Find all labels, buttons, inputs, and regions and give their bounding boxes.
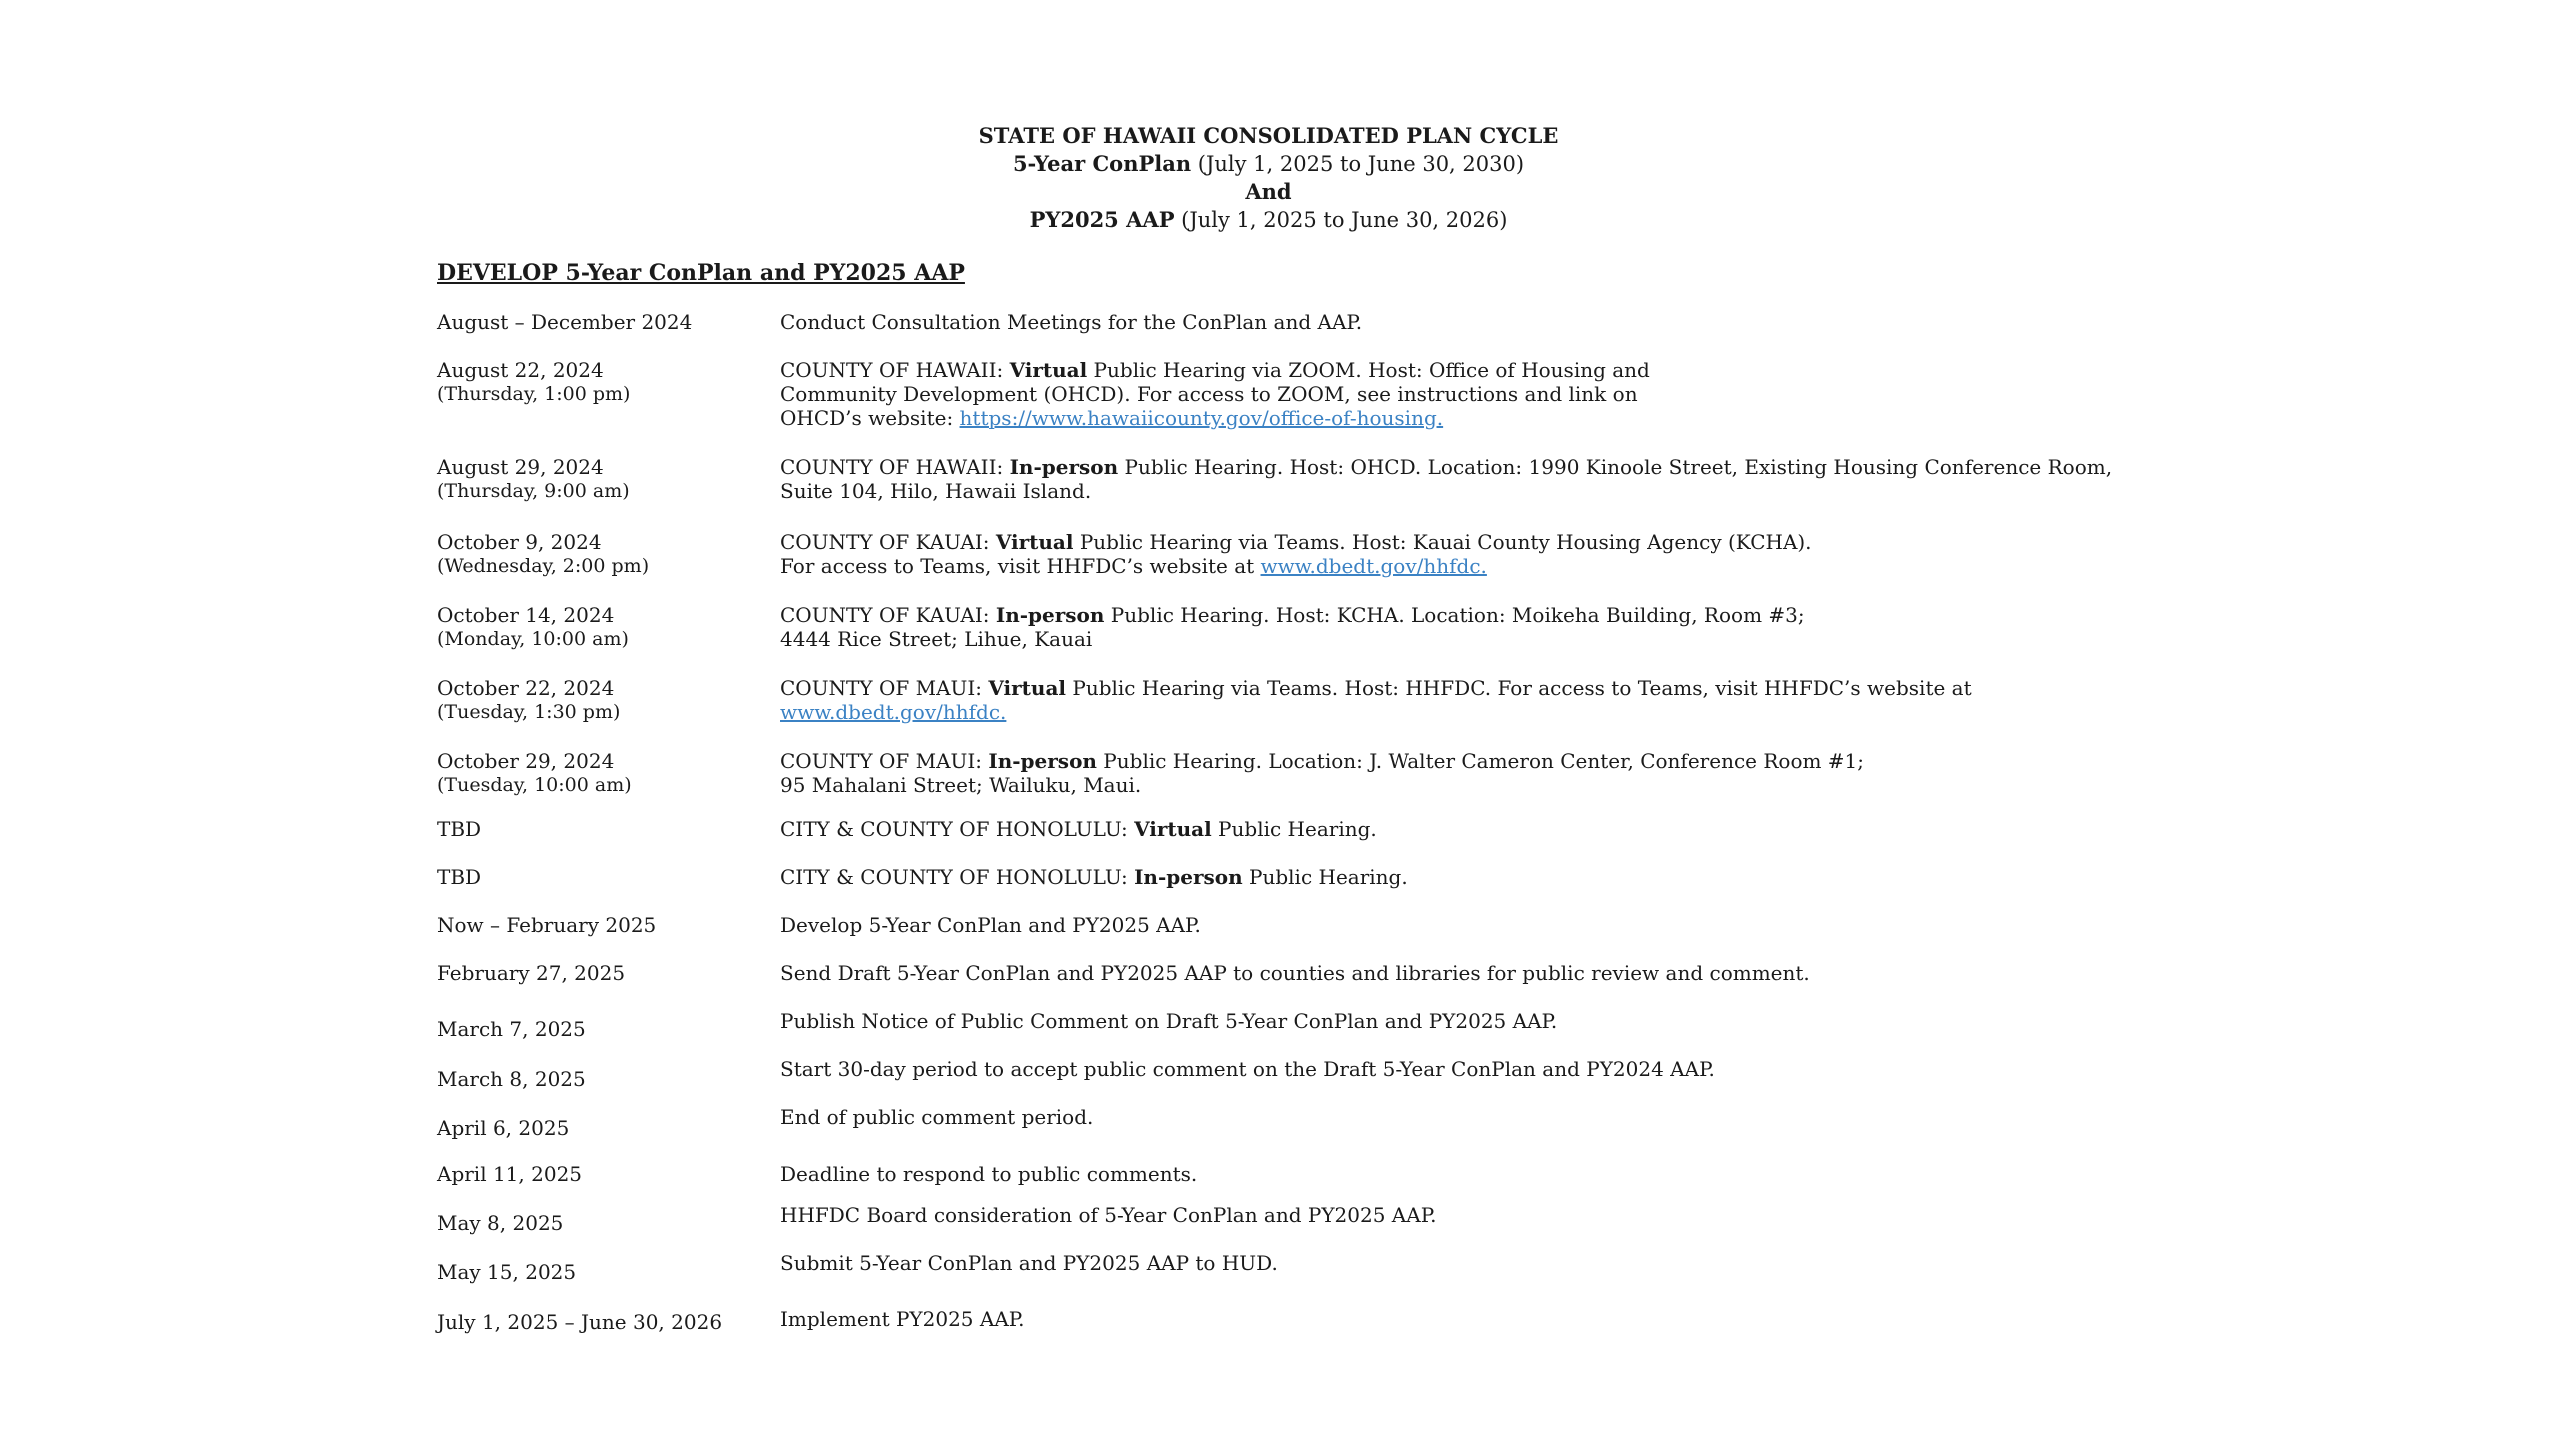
row-date-main: TBD xyxy=(437,817,482,841)
document-header xyxy=(437,122,2100,234)
row-description-text: Public Hearing. Host: KCHA. Location: Moikeha Building, Room #3; xyxy=(1104,603,1805,627)
row-description xyxy=(780,961,2100,985)
header-conplan-line xyxy=(437,150,2100,178)
row-description-text: HHFDC Board consideration of 5-Year ConPlan and PY2025 AAP. xyxy=(780,1203,1437,1227)
row-description-text: Send Draft 5-Year ConPlan and PY2025 AAP to counties and libraries for public review and comment. xyxy=(780,961,1810,985)
row-description xyxy=(780,455,2113,503)
row-date xyxy=(437,1211,767,1235)
row-date-main: TBD xyxy=(437,865,482,889)
row-date xyxy=(437,1017,767,1041)
row-date-main: August 29, 2024 xyxy=(437,455,604,479)
row-date xyxy=(437,603,767,651)
county-label: COUNTY OF HAWAII: xyxy=(780,358,1010,382)
hearing-type: Virtual xyxy=(1009,358,1088,382)
row-description-line xyxy=(780,406,2100,430)
county-label: CITY & COUNTY OF HONOLULU: xyxy=(780,817,1135,841)
row-description xyxy=(780,310,2100,334)
row-date xyxy=(437,1310,767,1334)
row-description xyxy=(780,1057,2100,1081)
row-date xyxy=(437,913,767,937)
header-conplan-dates: (July 1, 2025 to June 30, 2030) xyxy=(1191,152,1525,176)
row-description-text: For access to Teams, visit HHFDC’s website at xyxy=(780,554,1261,578)
row-date-main: August – December 2024 xyxy=(437,310,693,334)
row-description xyxy=(780,1251,2100,1275)
ohcd-website-link[interactable]: https://www.hawaiicounty.gov/office-of-housing. xyxy=(959,406,1444,430)
hearing-type: Virtual xyxy=(1134,817,1212,841)
row-description xyxy=(780,749,2100,797)
header-title xyxy=(437,122,2100,150)
row-description-line xyxy=(780,865,2100,889)
row-date-sub: (Thursday, 9:00 am) xyxy=(437,480,630,502)
row-date xyxy=(437,865,767,889)
hearing-type: In-person xyxy=(995,603,1105,627)
row-description-text: OHCD’s website: xyxy=(780,406,960,430)
row-description-text: Implement PY2025 AAP. xyxy=(780,1307,1025,1331)
hhfdc-website-link[interactable]: www.dbedt.gov/hhfdc. xyxy=(1260,554,1487,578)
row-description xyxy=(780,1203,2100,1227)
row-date-sub: (Tuesday, 1:30 pm) xyxy=(437,701,621,723)
row-date-sub: (Wednesday, 2:00 pm) xyxy=(437,555,650,577)
row-date xyxy=(437,961,767,985)
row-description-text: Public Hearing. Host: OHCD. Location: 1990 Kinoole Street, Existing Housing Conference Room, xyxy=(1118,455,2113,479)
row-date xyxy=(437,1260,767,1284)
row-date-main: April 6, 2025 xyxy=(437,1116,570,1140)
row-date-main: August 22, 2024 xyxy=(437,358,604,382)
row-description-line xyxy=(780,530,2100,554)
row-description-line xyxy=(780,749,2100,773)
row-description-text: Public Hearing via ZOOM. Host: Office of Housing and xyxy=(1087,358,1650,382)
row-description-line xyxy=(780,700,2100,724)
row-description-line xyxy=(780,455,2113,479)
row-description xyxy=(780,358,2100,430)
county-label: COUNTY OF KAUAI: xyxy=(780,603,996,627)
header-and-text: And xyxy=(1245,179,1292,204)
row-description-line: 95 Mahalani Street; Wailuku, Maui. xyxy=(780,773,1142,797)
row-description xyxy=(780,1009,2100,1033)
row-date-main: May 8, 2025 xyxy=(437,1211,564,1235)
row-date-main: October 9, 2024 xyxy=(437,530,602,554)
row-date xyxy=(437,1116,767,1140)
row-description-line xyxy=(780,358,2100,382)
hearing-type: In-person xyxy=(988,749,1097,773)
row-description-line xyxy=(780,554,2100,578)
row-date xyxy=(437,358,767,406)
row-description-text: Publish Notice of Public Comment on Draft 5-Year ConPlan and PY2025 AAP. xyxy=(780,1009,1558,1033)
row-description xyxy=(780,1307,2100,1331)
row-date-sub: (Thursday, 1:00 pm) xyxy=(437,383,631,405)
row-description xyxy=(780,676,2100,724)
header-conplan-bold: 5-Year ConPlan xyxy=(1012,151,1192,176)
county-label: COUNTY OF KAUAI: xyxy=(780,530,996,554)
row-date xyxy=(437,676,767,724)
row-date-main: October 29, 2024 xyxy=(437,749,615,773)
row-description-text: End of public comment period. xyxy=(780,1105,1094,1129)
row-description-text: Public Hearing. xyxy=(1211,817,1377,841)
row-date-main: July 1, 2025 – June 30, 2026 xyxy=(437,1310,723,1334)
row-date-main: October 22, 2024 xyxy=(437,676,615,700)
row-description xyxy=(780,1105,2100,1129)
row-date-main: October 14, 2024 xyxy=(437,603,615,627)
county-label: COUNTY OF MAUI: xyxy=(780,749,989,773)
header-aap-bold: PY2025 AAP xyxy=(1029,207,1175,232)
row-description-text: Public Hearing. Location: J. Walter Cameron Center, Conference Room #1; xyxy=(1096,749,1865,773)
row-description-line xyxy=(780,603,2100,627)
row-description xyxy=(780,913,2100,937)
row-description-line: Community Development (OHCD). For access to ZOOM, see instructions and link on xyxy=(780,382,1638,406)
row-date xyxy=(437,1162,767,1186)
row-date xyxy=(437,310,767,334)
row-description-line xyxy=(780,676,2100,700)
hearing-type: Virtual xyxy=(988,676,1066,700)
row-description xyxy=(780,865,2100,889)
header-title-text: STATE OF HAWAII CONSOLIDATED PLAN CYCLE xyxy=(978,123,1559,148)
row-date xyxy=(437,455,767,503)
row-description xyxy=(780,530,2100,578)
row-description-text: Develop 5-Year ConPlan and PY2025 AAP. xyxy=(780,913,1201,937)
row-date-main: May 15, 2025 xyxy=(437,1260,577,1284)
section-heading: DEVELOP 5-Year ConPlan and PY2025 AAP xyxy=(437,260,965,286)
row-date xyxy=(437,749,767,797)
row-description-line: Suite 104, Hilo, Hawaii Island. xyxy=(780,479,1092,503)
row-date-main: April 11, 2025 xyxy=(437,1162,583,1186)
row-date-sub: (Monday, 10:00 am) xyxy=(437,628,629,650)
row-description-text: Public Hearing. xyxy=(1242,865,1408,889)
row-description-text: Submit 5-Year ConPlan and PY2025 AAP to HUD. xyxy=(780,1251,1278,1275)
row-date-sub: (Tuesday, 10:00 am) xyxy=(437,774,632,796)
row-date xyxy=(437,530,767,578)
row-description-text: Deadline to respond to public comments. xyxy=(780,1162,1198,1186)
hearing-type: In-person xyxy=(1134,865,1243,889)
row-date xyxy=(437,1067,767,1091)
header-aap-dates: (July 1, 2025 to June 30, 2026) xyxy=(1174,208,1508,232)
row-description xyxy=(780,603,2100,651)
row-description xyxy=(780,1162,2100,1186)
row-date-main: March 8, 2025 xyxy=(437,1067,586,1091)
row-description-line: 4444 Rice Street; Lihue, Kauai xyxy=(780,627,1093,651)
row-description-text: Start 30-day period to accept public comment on the Draft 5-Year ConPlan and PY2024 AAP. xyxy=(780,1057,1715,1081)
hhfdc-website-link[interactable]: www.dbedt.gov/hhfdc. xyxy=(780,700,1007,724)
row-date-main: March 7, 2025 xyxy=(437,1017,586,1041)
row-date-main: Now – February 2025 xyxy=(437,913,657,937)
hearing-type: In-person xyxy=(1009,455,1119,479)
row-description-text: Public Hearing via Teams. Host: HHFDC. For access to Teams, visit HHFDC’s website at xyxy=(1066,676,1972,700)
row-description-line xyxy=(780,817,2100,841)
county-label: CITY & COUNTY OF HONOLULU: xyxy=(780,865,1135,889)
row-date-main: February 27, 2025 xyxy=(437,961,626,985)
county-label: COUNTY OF HAWAII: xyxy=(780,455,1010,479)
row-date xyxy=(437,817,767,841)
row-description-text: Public Hearing via Teams. Host: Kauai County Housing Agency (KCHA). xyxy=(1073,530,1812,554)
row-description xyxy=(780,817,2100,841)
row-description-text: Conduct Consultation Meetings for the ConPlan and AAP. xyxy=(780,310,1363,334)
county-label: COUNTY OF MAUI: xyxy=(780,676,989,700)
header-aap-line xyxy=(437,206,2100,234)
header-and-line xyxy=(437,178,2100,206)
hearing-type: Virtual xyxy=(995,530,1074,554)
